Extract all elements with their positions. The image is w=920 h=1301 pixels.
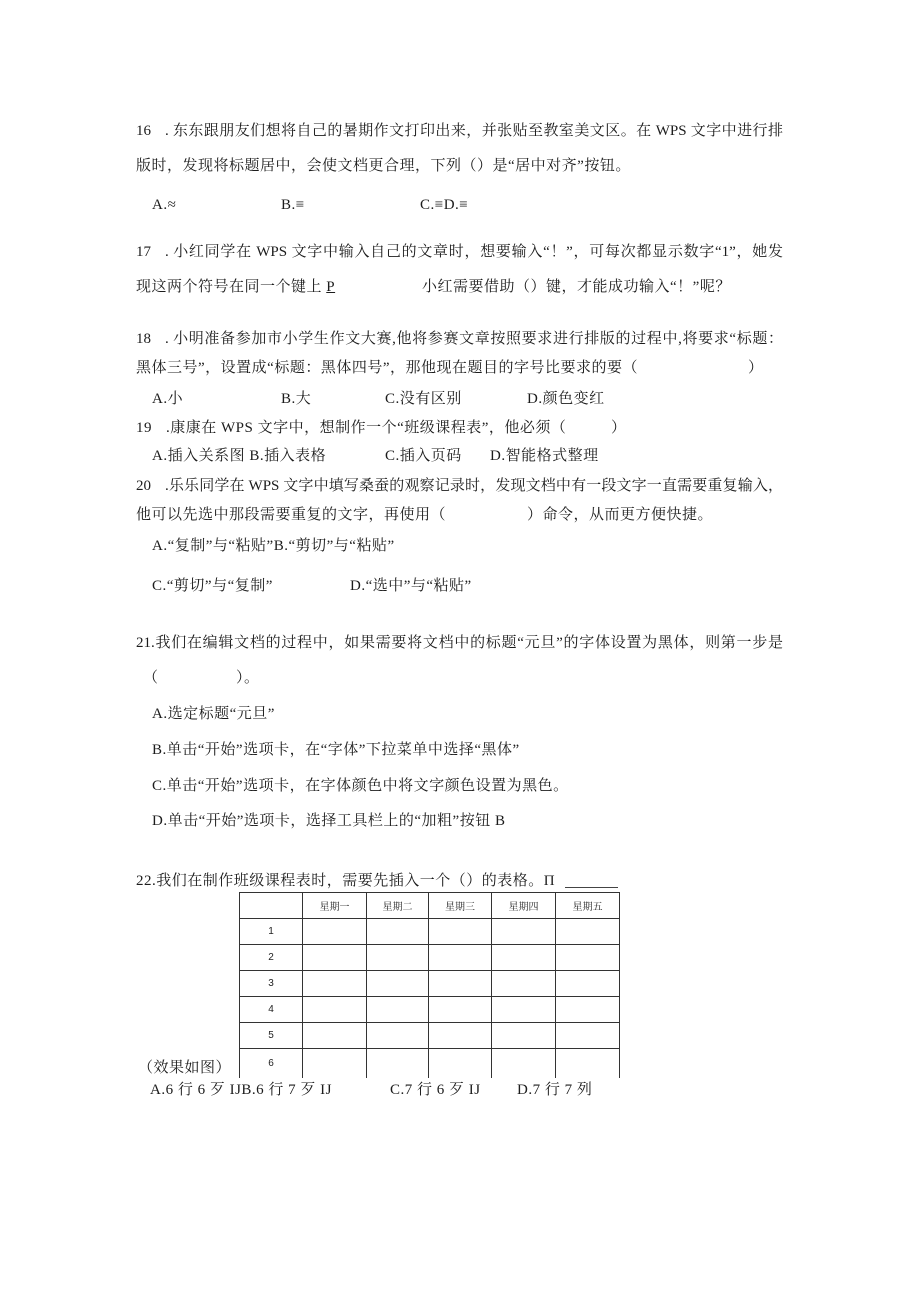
q17-text-2a: 现这两个符号在同一个键上 [136, 279, 327, 295]
table-cell [429, 919, 492, 945]
q18-line-2: 黑体三号”，设置成“标题：黑体四号”，那他现在题目的字号比要求的要（ [136, 360, 638, 376]
table-cell [556, 945, 620, 971]
q22-caption: （效果如图） [138, 1060, 232, 1076]
table-row-label: 2 [240, 945, 303, 971]
table-cell [303, 997, 367, 1023]
table-cell [303, 1049, 367, 1079]
table-cell [367, 945, 429, 971]
table-row [240, 997, 620, 1023]
q20-option-ab: A.“复制”与“粘贴”B.“剪切”与“粘贴” [152, 538, 395, 554]
table-cell [367, 997, 429, 1023]
table-header-wed: 星期三 [429, 893, 492, 919]
q18-close-paren: ） [748, 360, 764, 376]
table-cell [492, 1049, 556, 1079]
q20-line-2a: 他可以先选中那段需要重复的文字，再使用（ [136, 507, 447, 523]
q20-line-2b: ）命令，从而更方便快捷。 [527, 507, 714, 523]
q21-option-b: B.单击“开始”选项卡，在“字体”下拉菜单中选择“黑体” [152, 742, 520, 758]
q17-text-1: . 小红同学在 WPS 文字中输入自己的文章时，想要输入“！”，可每次都显示数字“1”，她发 [165, 244, 783, 260]
q18-option-d: D.颜色变红 [527, 391, 605, 407]
q21-line-1: 21.我们在编辑文档的过程中，如果需要将文档中的标题“元旦”的字体设置为黑体，则第一步是 [136, 635, 783, 651]
q17-number: 17 [136, 244, 151, 260]
q18-option-c: C.没有区别 [385, 391, 462, 407]
q19-close-paren: ） [611, 420, 627, 436]
table-cell [556, 919, 620, 945]
table-cell [367, 1023, 429, 1049]
q21-option-c: C.单击“开始”选项卡，在字体颜色中将文字颜色设置为黑色。 [152, 778, 569, 794]
table-cell [367, 919, 429, 945]
q22-line-1: 22.我们在制作班级课程表时，需要先插入一个（）的表格。Π [136, 873, 556, 889]
table-cell [492, 1023, 556, 1049]
table-cell [556, 1049, 620, 1079]
q16-line-2: 版时，发现将标题居中，会使文档更合理，下列（）是“居中对齐”按钮。 [136, 158, 631, 174]
table-row [240, 971, 620, 997]
table-row [240, 1049, 620, 1079]
table-row-label: 1 [240, 919, 303, 945]
q19-option-ab: A.插入关系图 B.插入表格 [152, 448, 327, 464]
q19-option-d: D.智能格式整理 [490, 448, 599, 464]
q16-text-1: . 东东跟朋友们想将自己的暑期作文打印出来，并张贴至教室美文区。在 WPS 文字中进行排 [165, 123, 783, 139]
q17-line-2a [136, 278, 335, 296]
table-cell [367, 1049, 429, 1079]
q19-text-1: .康康在 WPS 文字中，想制作一个“班级课程表”，他必须（ [166, 420, 567, 436]
table-cell [429, 1049, 492, 1079]
table-cell [556, 971, 620, 997]
q16-number: 16 [136, 123, 151, 139]
q18-line-1 [136, 330, 783, 348]
table-row-label: 4 [240, 997, 303, 1023]
table-header-mon: 星期一 [303, 893, 367, 919]
table-cell [492, 971, 556, 997]
table-cell [303, 919, 367, 945]
table-header-row [240, 893, 620, 919]
class-schedule-table [239, 892, 620, 1078]
q20-option-d: D.“选中”与“粘贴” [350, 578, 472, 594]
table-row [240, 1023, 620, 1049]
q17-line-1 [136, 243, 783, 261]
table-row [240, 919, 620, 945]
table-cell [303, 971, 367, 997]
table-cell [429, 997, 492, 1023]
table-cell [556, 997, 620, 1023]
q22-option-ab: A.6 行 6 歹 IJB.6 行 7 歹 IJ [150, 1082, 333, 1098]
q17-line-2b: 小红需要借助（）键，才能成功输入“！”呢？ [422, 279, 731, 295]
table-row-label: 3 [240, 971, 303, 997]
table-cell [556, 1023, 620, 1049]
q22-option-d: D.7 行 7 列 [517, 1082, 593, 1098]
q21-open-paren: （ [143, 670, 159, 686]
q21-option-d: D.单击“开始”选项卡，选择工具栏上的“加粗”按钮 B [152, 813, 506, 829]
table-cell [429, 945, 492, 971]
q22-answer-blank [565, 887, 618, 888]
q16-line-1 [136, 122, 783, 140]
q18-text-1: . 小明准备参加市小学生作文大赛,他将参赛文章按照要求进行排版的过程中,将要求“标题： [165, 331, 783, 347]
q20-line-1 [136, 477, 783, 495]
table-cell [492, 997, 556, 1023]
q18-number: 18 [136, 331, 151, 347]
table-cell [367, 971, 429, 997]
q20-option-c: C.“剪切”与“复制” [152, 578, 273, 594]
table-cell [303, 945, 367, 971]
q16-option-cd: C.≡D.≡ [420, 197, 469, 213]
table-cell [303, 1023, 367, 1049]
table-cell [429, 971, 492, 997]
table-row-label: 5 [240, 1023, 303, 1049]
q22-option-c: C.7 行 6 歹 IJ [390, 1082, 481, 1098]
table-cell [492, 945, 556, 971]
q19-line-1 [136, 419, 566, 437]
q19-number: 19 [136, 420, 152, 436]
q18-option-a: A.小 [152, 391, 184, 407]
table-cell [492, 919, 556, 945]
table-cell [429, 1023, 492, 1049]
q16-option-a: A.≈ [152, 197, 177, 213]
table-header-tue: 星期二 [367, 893, 429, 919]
q20-number: 20 [136, 478, 151, 494]
table-header-fri: 星期五 [556, 893, 620, 919]
q21-close-paren: ）。 [236, 670, 260, 686]
table-header-thu: 星期四 [492, 893, 556, 919]
q17-underlined-mark: P [326, 279, 336, 295]
q21-option-a: A.选定标题“元旦” [152, 706, 275, 722]
table-row-label: 6 [240, 1049, 303, 1079]
q16-option-b: B.≡ [281, 197, 305, 213]
table-corner-cell [240, 893, 303, 919]
table-row [240, 945, 620, 971]
q19-option-c: C.插入页码 [385, 448, 462, 464]
q18-option-b: B.大 [281, 391, 312, 407]
q20-text-1: .乐乐同学在 WPS 文字中填写桑蚕的观察记录时，发现文档中有一段文字一直需要重复输入， [165, 478, 783, 494]
